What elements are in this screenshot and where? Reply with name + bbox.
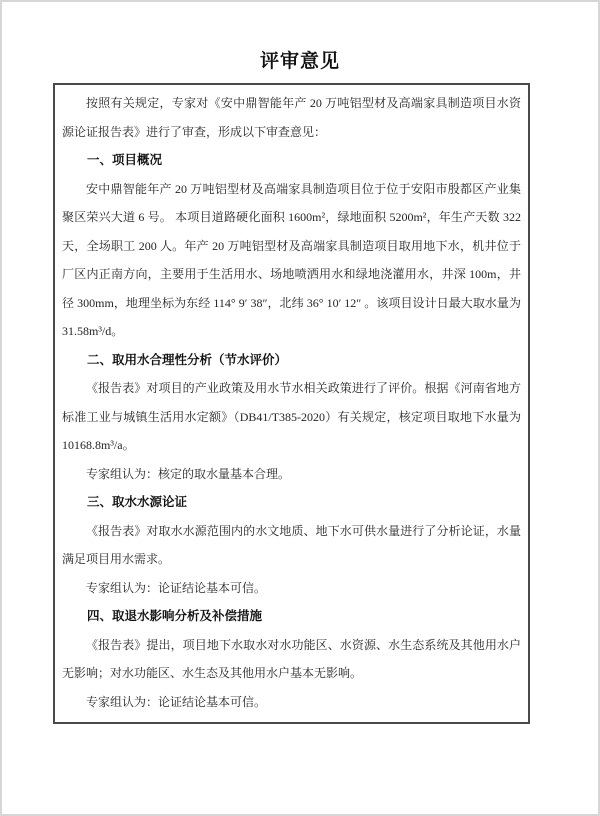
section-2-expert-conclusion: 专家组认为：核定的取水量基本合理。	[86, 466, 291, 481]
page-title: 评审意见	[259, 51, 340, 72]
section-4-expert-conclusion: 专家组认为：论证结论基本可信。	[86, 694, 267, 709]
section-4-paragraph: 《报告表》提出，项目地下水取水对水功能区、水资源、水生态系统及其他用水户无影响；对水功能区、水生态及其他用水户基本无影响。	[62, 637, 521, 680]
section-3-paragraph: 《报告表》对取水水源范围内的水文地质、地下水可供水量进行了分析论证，水量满足项目用水需求。	[62, 523, 521, 566]
section-2-paragraph: 《报告表》对项目的产业政策及用水节水相关政策进行了评价。根据《河南省地方标准工业与城镇生活用水定额》（DB41/T385-2020）有关规定，核定项目取地下水量为 10168.8m³/a。	[62, 381, 521, 452]
review-opinion-box	[53, 83, 530, 724]
section-1-heading: 一、项目概况	[87, 153, 163, 167]
section-3-heading: 三、取水水源论证	[87, 495, 188, 509]
section-4-heading: 四、取退水影响分析及补偿措施	[87, 609, 263, 623]
section-1-paragraph: 安中鼎智能年产 20 万吨铝型材及高端家具制造项目位于位于安阳市殷都区产业集聚区荣兴大道 6 号。 本项目道路硬化面积 1600m²，绿地面积 5200m²，年生产天数 322 天，全场职工 200 人。年产 20 万吨铝型材及高端家具制造项目取用地下水，机井位于厂区内正南方向，主要用于生活用水、场地喷洒用水和绿地浇灌用水，井深 100m，井径 300mm，地理坐标为东经 114° 9′ 38″，北纬 36° 10′ 12″ 。该项目设计日最大取水量为 31.58m³/d。	[62, 181, 521, 338]
section-2-heading: 二、取用水合理性分析（节水评价）	[87, 352, 288, 367]
section-3-expert-conclusion: 专家组认为：论证结论基本可信。	[86, 580, 267, 595]
intro-paragraph: 按照有关规定，专家对《安中鼎智能年产 20 万吨铝型材及高端家具制造项目水资源论证报告表》进行了审查，形成以下审查意见：	[62, 96, 521, 139]
